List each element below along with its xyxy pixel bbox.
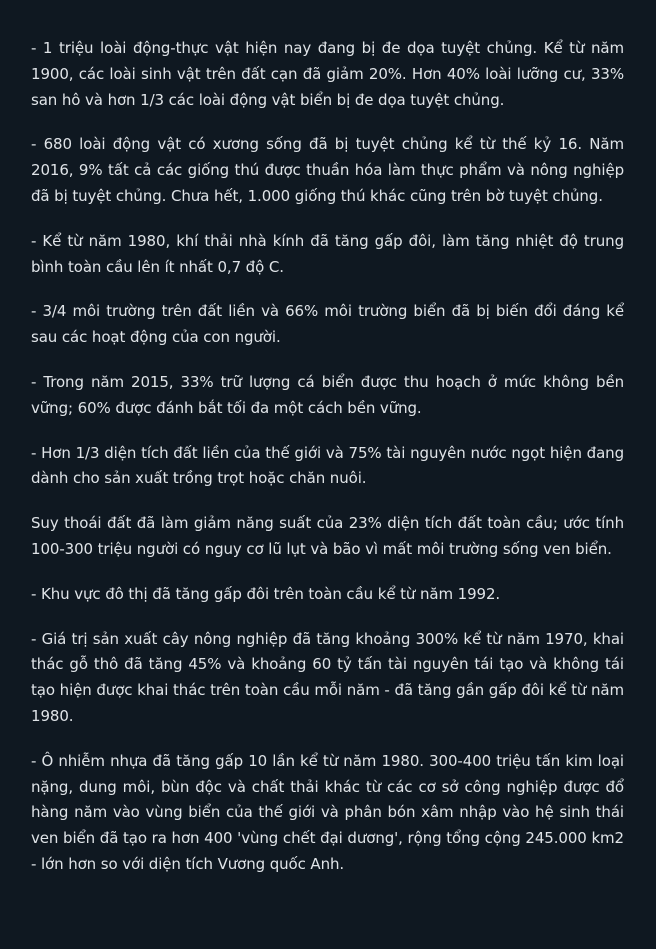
paragraph-urban-areas: - Khu vực đô thị đã tăng gấp đôi trên toàn cầu kể từ năm 1992.: [31, 584, 501, 603]
paragraph-species-extinction: - 1 triệu loài động-thực vật hiện nay đang bị đe dọa tuyệt chủng. Kể từ năm 1900, các loài sinh vật trên đất cạn đã giảm 20%. Hơn 40% loài lưỡng cư, 33% san hô và hơn 1/3 các loài động vật biển bị đe dọa tuyệt chủng.: [31, 39, 624, 109]
paragraph-agricultural-production: - Giá trị sản xuất cây nông nghiệp đã tăng khoảng 300% kể từ năm 1970, khai thác gỗ thô đã tăng 45% và khoảng 60 tỷ tấn tài nguyên tái tạo và không tái tạo hiện được khai thác trên toàn cầu mỗi năm - đã tăng gần gấp đôi kể từ năm 1980.: [31, 629, 624, 725]
paragraph-plastic-pollution: - Ô nhiễm nhựa đã tăng gấp 10 lần kể từ năm 1980. 300-400 triệu tấn kim loại nặng, dung môi, bùn độc và chất thải khác từ các cơ sở công nghiệp được đổ hàng năm vào vùng biển của thế giới và phân bón xâm nhập vào hệ sinh thái ven biển đã tạo ra hơn 400 'vùng chết đại dương', rộng tổng cộng 245.000 km2 - lớn hơn so với diện tích Vương quốc Anh.: [31, 751, 624, 873]
paragraph-environment-altered: - 3/4 môi trường trên đất liền và 66% môi trường biển đã bị biến đổi đáng kể sau các hoạt động của con người.: [31, 302, 624, 347]
paragraph-greenhouse-emissions: - Kể từ năm 1980, khí thải nhà kính đã tăng gấp đôi, làm tăng nhiệt độ trung bình toàn cầu lên ít nhất 0,7 độ C.: [31, 231, 624, 276]
paragraph-fish-stocks: - Trong năm 2015, 33% trữ lượng cá biển được thu hoạch ở mức không bền vững; 60% được đánh bắt tối đa một cách bền vững.: [31, 372, 624, 417]
paragraph-vertebrates-extinct: - 680 loài động vật có xương sống đã bị tuyệt chủng kể từ thế kỷ 16. Năm 2016, 9% tất cả các giống thú được thuần hóa làm thực phẩm và nông nghiệp đã bị tuyệt chủng. Chưa hết, 1.000 giống thú khác cũng trên bờ tuyệt chủng.: [31, 135, 624, 205]
paragraph-land-freshwater-use: - Hơn 1/3 diện tích đất liền của thế giới và 75% tài nguyên nước ngọt hiện đang dành cho sản xuất trồng trọt hoặc chăn nuôi.: [31, 443, 624, 488]
paragraph-land-degradation: Suy thoái đất đã làm giảm năng suất của 23% diện tích đất toàn cầu; ước tính 100-300 triệu người có nguy cơ lũ lụt và bão vì mất môi trường sống ven biển.: [31, 514, 624, 558]
